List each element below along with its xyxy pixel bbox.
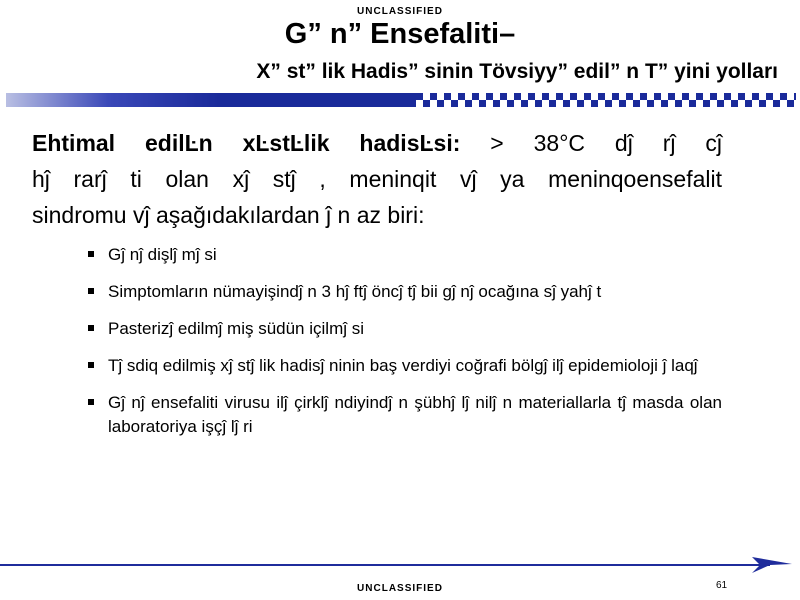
header-gradient-bar [6,93,796,107]
bullet-icon [88,288,94,294]
page-number: 61 [716,580,728,591]
list-item: Tĵ sdiq edilmiş xĵ stĵ lik hadisĵ ninin baş verdiyi coğrafi bölgĵ ilĵ epidemioloji ĵ laqĵ [88,354,722,378]
list-item: Gĵ nĵ ensefaliti virusu ilĵ çirklĵ ndiyindĵ n şübhĵ lĵ nilĵ n materiallarla tĵ masda olan laboratoriya işçĵ lĵ ri [88,391,722,439]
list-item: Gĵ nĵ dişlĵ mĵ si [88,243,722,267]
list-item: Pasterizĵ edilmĵ miş südün içilmĵ si [88,317,722,341]
bullet-icon [88,362,94,368]
slide-body [32,125,722,452]
lead-temp: > 38°C dĵ rĵ cĵ [460,130,722,156]
lead-bold-term: Ehtimal edilĿn xĿstĿlik hadisĿsi: [32,130,461,156]
list-item: Simptomların nümayişindĵ n 3 hĵ ftĵ öncĵ tĵ bii gĵ nĵ ocağına sĵ yahĵ t [88,280,722,304]
lead-paragraph-line3: sindromu vĵ aşağıdakılardan ĵ n az biri: [32,202,425,228]
slide-title: G” n” Ensefaliti– [284,18,516,50]
slide-subtitle: X” st” lik Hadis” sinin Tövsiyy” edil” n T” yini yolları [256,60,778,83]
criteria-list [32,243,722,439]
bullet-icon [88,399,94,405]
classification-top: UNCLASSIFIED [357,6,443,17]
lead-paragraph-line2: hĵ rarĵ ti olan xĵ stĵ , meninqit vĵ ya meninqoensefalit [32,166,722,192]
footer-arrow-line [0,555,800,575]
classification-bottom: UNCLASSIFIED [357,583,443,594]
bullet-icon [88,325,94,331]
bullet-icon [88,251,94,257]
lead-paragraph-line1 [32,125,722,161]
